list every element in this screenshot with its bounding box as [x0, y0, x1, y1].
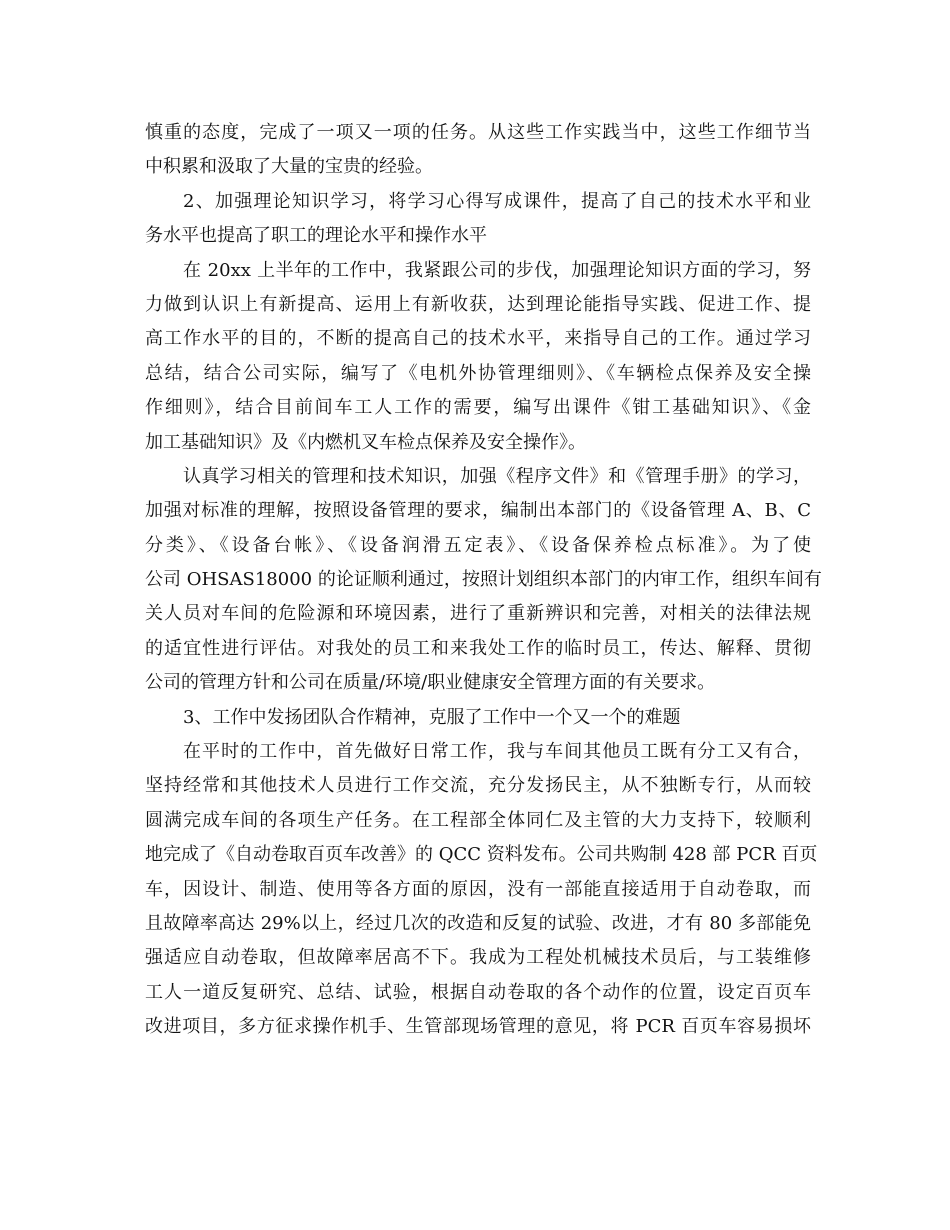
text-line: 2、加强理论知识学习，将学习心得写成课件，提高了自己的技术水平和业	[183, 190, 811, 212]
text-line: 中积累和汲取了大量的宝贵的经验。	[145, 156, 433, 178]
text-line: 工人一道反复研究、总结、试验，根据自动卷取的各个动作的位置，设定百页车	[145, 981, 811, 1003]
text-line: 高工作水平的目的，不断的提高自己的技术水平，来指导自己的工作。通过学习	[145, 328, 811, 350]
text-line: 强适应自动卷取，但故障率居高不下。我成为工程处机械技术员后，与工装维修	[145, 947, 811, 969]
text-line: 力做到认识上有新提高、运用上有新收获，达到理论能指导实践、促进工作、提	[145, 293, 811, 315]
text-line: 总结，结合公司实际，编写了《电机外协管理细则》、《车辆检点保养及安全操	[145, 362, 811, 384]
document-body	[145, 116, 822, 1045]
text-line: 3、工作中发扬团队合作精神，克服了工作中一个又一个的难题	[183, 706, 681, 728]
text-line: 关人员对车间的危险源和环境因素，进行了重新辨识和完善，对相关的法律法规	[145, 603, 811, 625]
text-line: 的适宜性进行评估。对我处的员工和来我处工作的临时员工，传达、解释、贯彻	[145, 637, 811, 659]
text-line: 作细则》，结合目前间车工人工作的需要，编写出课件《钳工基础知识》、《金	[145, 397, 811, 419]
text-line: 圆满完成车间的各项生产任务。在工程部全体同仁及主管的大力支持下，较顺利	[145, 809, 811, 831]
text-line: 坚持经常和其他技术人员进行工作交流，充分发扬民主，从不独断专行，从而较	[145, 775, 811, 797]
text-line: 改进项目，多方征求操作机手、生管部现场管理的意见，将 PCR 百页车容易损坏	[145, 1016, 811, 1038]
text-line: 且故障率高达 29%以上，经过几次的改造和反复的试验、改进，才有 80 多部能免	[145, 912, 811, 934]
text-line: 加强对标准的理解，按照设备管理的要求，编制出本部门的《设备管理 A、B、C	[145, 500, 811, 522]
text-line: 车，因设计、制造、使用等各方面的原因，没有一部能直接适用于自动卷取，而	[145, 878, 811, 900]
text-line: 慎重的态度，完成了一项又一项的任务。从这些工作实践当中，这些工作细节当	[145, 122, 811, 143]
text-line: 分类》、《设备台帐》、《设备润滑五定表》、《设备保养检点标准》。为了使	[145, 534, 811, 556]
text-line: 认真学习相关的管理和技术知识，加强《程序文件》和《管理手册》的学习，	[183, 465, 811, 487]
text-line: 加工基础知识》及《内燃机叉车检点保养及安全操作》。	[145, 431, 586, 453]
text-line: 在平时的工作中，首先做好日常工作，我与车间其他员工既有分工又有合，	[183, 741, 811, 763]
text-line: 公司的管理方针和公司在质量/环境/职业健康安全管理方面的有关要求。	[145, 672, 716, 694]
text-line: 地完成了《自动卷取百页车改善》的 QCC 资料发布。公司共购制 428 部 PCR 百页	[145, 844, 818, 866]
text-line: 公司 OHSAS18000 的论证顺利通过，按照计划组织本部门的内审工作，组织车间有	[145, 569, 822, 591]
text-line: 务水平也提高了职工的理论水平和操作水平	[145, 225, 487, 247]
text-line: 在 20xx 上半年的工作中，我紧跟公司的步伐，加强理论知识方面的学习，努	[183, 259, 811, 281]
